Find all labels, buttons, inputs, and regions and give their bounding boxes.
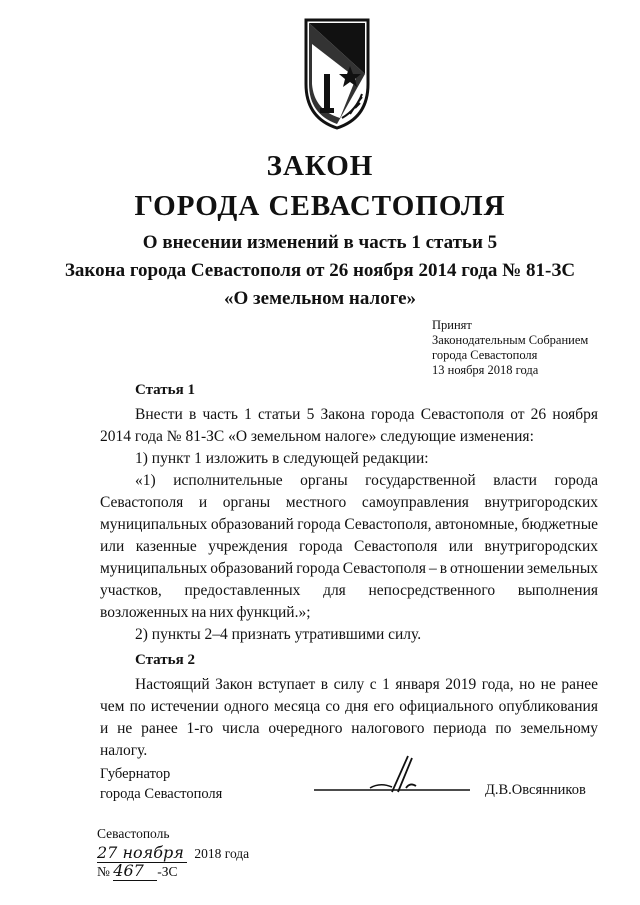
handwritten-signature [310,752,480,800]
article-1-body [100,404,598,646]
law-number [97,861,178,881]
article-1-paragraph: Внести в часть 1 статьи 5 Закона города Севастополя от 26 ноября 2014 года № 81-ЗС «О земельном налоге» следующие изменения: [100,406,598,445]
adoption-line: 13 ноября 2018 года [432,363,539,377]
article-1-paragraph: 1) пункт 1 изложить в следующей редакции: [135,450,429,467]
law-subject-line-2: Закона города Севастополя от 26 ноября 2014 года № 81-ЗС [64,260,576,281]
article-2-body [100,674,598,762]
article-1-paragraph: «1) исполнительные органы государственной власти города Севастополя и органы местного самоуправления внутригородских муниципальных образований города Севастополя, автономные, бюджетные или казенные учреждения города Севастополя или внутригородских муниципальных образований города Севастополя – в отношении земельных участков, предоставленных для непосредственного выполнения возложенных на них функций.»; [100,472,598,621]
signatory-position [100,764,222,804]
signing-year: 2018 года [194,846,250,861]
law-number-suffix: -ЗС [157,864,178,879]
article-2-title: Статья 2 [135,652,195,668]
signing-place: Севастополь [97,826,170,841]
signatory-position-line: Губернатор [100,766,171,782]
adoption-line: Принят [432,318,472,332]
coat-of-arms-emblem [300,14,374,132]
law-city: ГОРОДА СЕВАСТОПОЛЯ [134,190,506,222]
law-subject-line-1: О внесении изменений в часть 1 статьи 5 [142,232,498,253]
law-number-handwritten: 467 [113,861,157,881]
signing-date-handwritten: 27 ноября [97,843,187,863]
law-heading: ЗАКОН [266,150,374,182]
law-subject-line-3: «О земельном налоге» [223,288,417,309]
law-number-prefix: № [97,864,110,879]
article-2-paragraph: Настоящий Закон вступает в силу с 1 января 2019 года, но не ранее чем по истечении одного месяца со дня его официального опубликования и не ранее 1-го числа очередного налогового периода по земельному налогу. [100,676,598,759]
signatory-position-line: города Севастополя [100,786,223,802]
adoption-block [432,318,588,378]
article-1-paragraph: 2) пункты 2–4 признать утратившими силу. [135,626,422,643]
signatory-name: Д.В.Овсянников [485,782,586,798]
adoption-line: Законодательным Собранием [432,333,589,347]
article-1-title: Статья 1 [135,382,195,398]
adoption-line: города Севастополя [432,348,538,362]
signing-date [97,843,249,863]
